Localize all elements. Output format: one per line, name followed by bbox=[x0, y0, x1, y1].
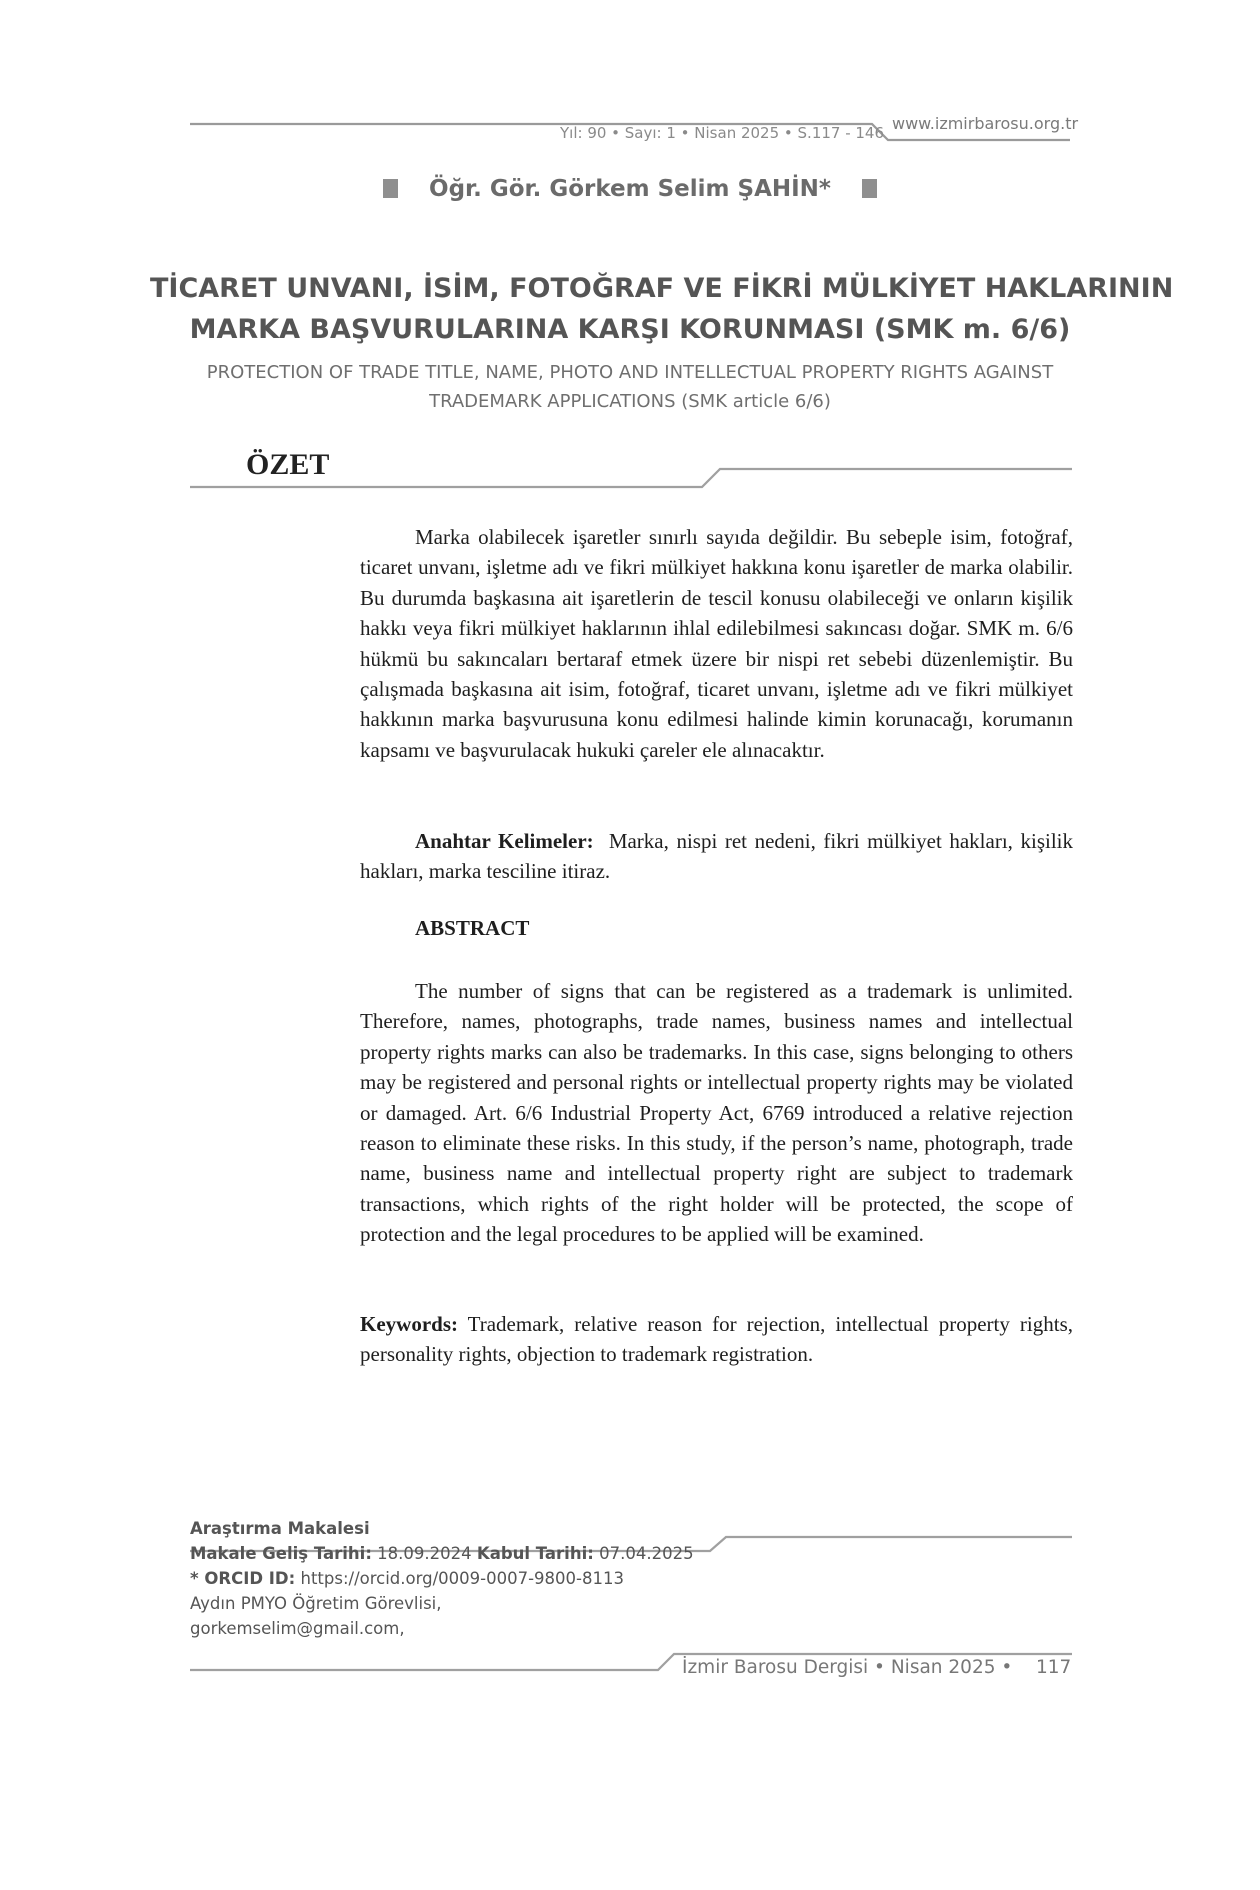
abstract-body bbox=[360, 976, 1073, 1250]
author-name: Öğr. Gör. Görkem Selim ŞAHİN* bbox=[429, 176, 831, 202]
title-turkish-line: MARKA BAŞVURULARINA KARŞI KORUNMASI (SMK m. 6/6) bbox=[189, 314, 1071, 345]
abstract-heading: ABSTRACT bbox=[415, 916, 530, 940]
abstract-paragraph: The number of signs that can be registered as a trademark is unlimited. Therefore, names, photographs, trade names, business names and intellectual property rights marks can also be trademarks. In this case, signs belonging to others may be registered and personal rights or intellectual property rights may be violated or damaged. Art. 6/6 Industrial Property Act, 6769 introduced a relative rejection reason to eliminate these risks. In this study, if the person’s name, photograph, trade name, business name and intellectual property right are subject to trademark transactions, which rights of the right holder will be protected, the scope of protection and the legal procedures to be applied will be examined. bbox=[360, 979, 1073, 1247]
orcid-link[interactable]: https://orcid.org/0009-0007-9800-8113 bbox=[300, 1569, 624, 1588]
title-english bbox=[150, 358, 1110, 416]
journal-website: www.izmirbarosu.org.tr bbox=[892, 114, 1079, 133]
received-date: 18.09.2024 bbox=[377, 1544, 472, 1563]
accepted-date: 07.04.2025 bbox=[599, 1544, 694, 1563]
author-marker-right bbox=[862, 179, 877, 198]
title-turkish bbox=[150, 268, 1174, 350]
footnotes bbox=[190, 1516, 694, 1641]
ozet-keywords bbox=[360, 826, 1073, 887]
abstract-keywords bbox=[360, 1309, 1073, 1370]
author-marker-left bbox=[383, 179, 398, 198]
orcid-label: * ORCID ID: bbox=[190, 1569, 296, 1588]
accepted-label: Kabul Tarihi: bbox=[476, 1544, 594, 1563]
ozet-keywords-text: Marka, nispi ret nedeni, fikri mülkiyet hakları, kişilik hakları, marka tesciline itiraz. bbox=[360, 829, 1073, 884]
abstract-keywords-label: Keywords: bbox=[360, 1312, 458, 1336]
ozet-heading: ÖZET bbox=[246, 448, 330, 481]
ozet-body bbox=[360, 522, 1073, 765]
journal-meta: Yıl: 90 • Sayı: 1 • Nisan 2025 • S.117 - 146 bbox=[560, 124, 885, 142]
received-label: Makale Geliş Tarihi: bbox=[190, 1544, 372, 1563]
ozet-paragraph: Marka olabilecek işaretler sınırlı sayıda değildir. Bu sebeple isim, fotoğraf, ticaret unvanı, işletme adı ve fikri mülkiyet hakkına konu işaretler de marka olabilir. Bu durumda başkasına ait işaretlerin de tescil konusu olabileceği ve onların kişilik hakkı veya fikri mülkiyet haklarının ihlal edilebilmesi sakıncası doğar. SMK m. 6/6 hükmü bu sakıncaları bertaraf etmek üzere bir nispi ret sebebi düzenlemiştir. Bu çalışmada başkasına ait isim, fotoğraf, ticaret unvanı, işletme adı ve fikri mülkiyet hakkının marka başvurusuna konu edilmesi halinde kimin korunacağı, korumanın kapsamı ve başvurulacak hukuki çareler ele alınacaktır. bbox=[360, 525, 1073, 762]
title-english-line: PROTECTION OF TRADE TITLE, NAME, PHOTO AND INTELLECTUAL PROPERTY RIGHTS AGAINST bbox=[206, 362, 1054, 383]
title-turkish-line: TİCARET UNVANI, İSİM, FOTOĞRAF VE FİKRİ MÜLKİYET HAKLARININ bbox=[150, 273, 1174, 304]
title-english-line: TRADEMARK APPLICATIONS (SMK article 6/6) bbox=[429, 391, 831, 412]
affiliation: Aydın PMYO Öğretim Görevlisi, bbox=[190, 1594, 442, 1613]
ozet-keywords-label: Anahtar Kelimeler: bbox=[415, 829, 594, 853]
abstract-keywords-text: Trademark, relative reason for rejection, intellectual property rights, personality rights, objection to trademark registration. bbox=[360, 1312, 1073, 1367]
author-row bbox=[0, 176, 1260, 202]
page-number: 117 bbox=[1036, 1657, 1072, 1678]
article-type: Araştırma Makalesi bbox=[190, 1519, 370, 1538]
author-email[interactable]: gorkemselim@gmail.com, bbox=[190, 1619, 405, 1638]
footer-journal: İzmir Barosu Dergisi • Nisan 2025 • bbox=[682, 1657, 1013, 1678]
